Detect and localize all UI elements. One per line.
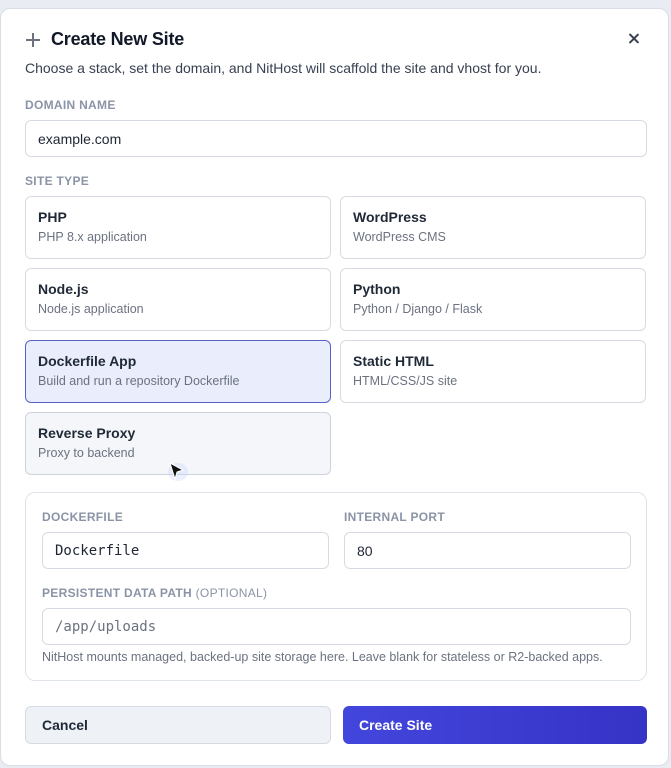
site-type-title: Dockerfile App (38, 353, 137, 369)
site-type-desc: Build and run a repository Dockerfile (38, 374, 240, 388)
dockerfile-input[interactable] (42, 532, 329, 569)
create-site-button[interactable]: Create Site (343, 706, 647, 744)
cancel-button[interactable]: Cancel (25, 706, 331, 744)
dialog-title: Create New Site (51, 29, 185, 49)
site-type-card-dockerfile[interactable] (25, 340, 331, 403)
site-type-title: Reverse Proxy (38, 425, 136, 441)
dockerfile-label: DOCKERFILE (42, 510, 123, 524)
domain-label: DOMAIN NAME (25, 98, 116, 112)
data-path-input[interactable] (42, 608, 631, 645)
mouse-cursor-icon (167, 460, 189, 484)
site-type-desc: Python / Django / Flask (353, 302, 483, 316)
plus-icon (25, 32, 41, 48)
site-type-card-python[interactable] (340, 268, 646, 331)
site-type-label: SITE TYPE (25, 174, 90, 188)
internal-port-label: INTERNAL PORT (344, 510, 446, 524)
site-type-title: PHP (38, 209, 67, 225)
site-type-card-nodejs[interactable] (25, 268, 331, 331)
site-type-desc: Proxy to backend (38, 446, 135, 460)
docker-config-panel (25, 492, 647, 681)
site-type-title: Static HTML (353, 353, 434, 369)
close-icon[interactable] (624, 29, 644, 49)
data-path-label-text: PERSISTENT DATA PATH (42, 586, 192, 600)
site-type-desc: Node.js application (38, 302, 144, 316)
domain-input[interactable] (25, 120, 647, 157)
data-path-label (42, 586, 267, 600)
internal-port-input[interactable] (344, 532, 631, 569)
site-type-desc: PHP 8.x application (38, 230, 147, 244)
site-type-desc: WordPress CMS (353, 230, 446, 244)
site-type-card-php[interactable] (25, 196, 331, 259)
site-type-title: Node.js (38, 281, 89, 297)
site-type-title: Python (353, 281, 401, 297)
site-type-card-wordpress[interactable] (340, 196, 646, 259)
site-type-card-static-html[interactable] (340, 340, 646, 403)
dialog-subtitle: Choose a stack, set the domain, and NitHost will scaffold the site and vhost for you. (25, 60, 542, 76)
site-type-desc: HTML/CSS/JS site (353, 374, 458, 388)
optional-tag: (OPTIONAL) (195, 586, 268, 600)
create-site-dialog (0, 8, 669, 766)
data-path-hint: NitHost mounts managed, backed-up site storage here. Leave blank for stateless or R2-backed apps. (42, 650, 603, 664)
site-type-title: WordPress (353, 209, 427, 225)
